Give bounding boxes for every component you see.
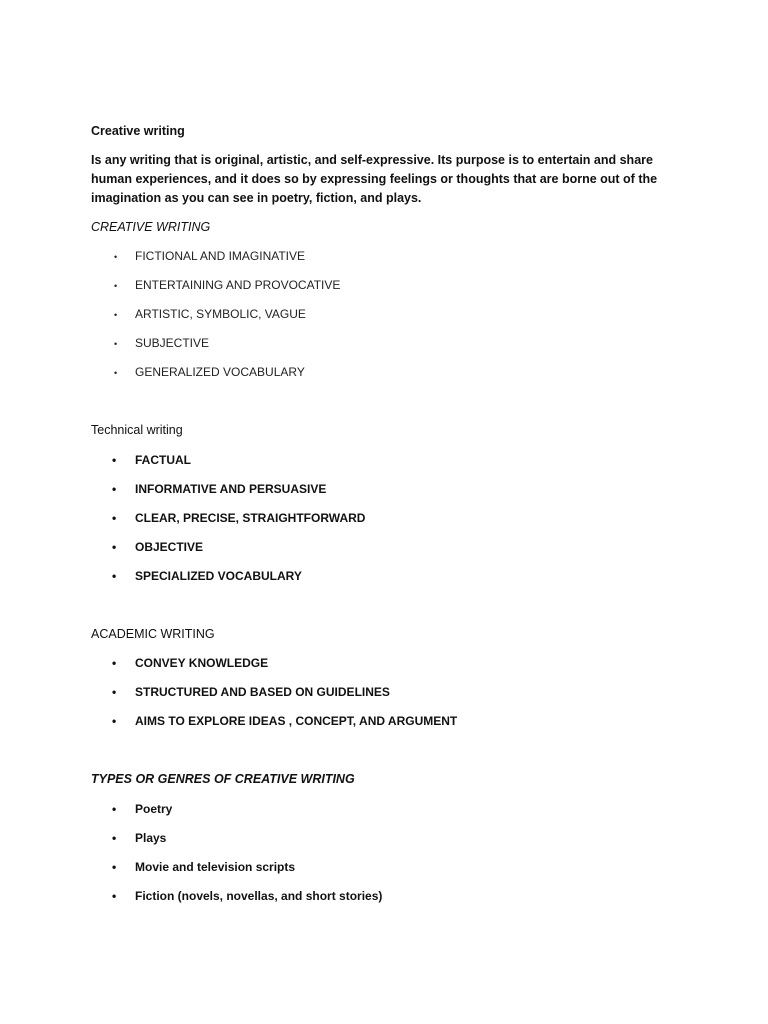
bullet: • [112,831,117,845]
list-item-text: CONVEY KNOWLEDGE [135,656,269,670]
list-item [108,654,268,672]
list-item [108,334,209,352]
bullet: • [112,889,117,903]
creative-writing-definition: Is any writing that is original, artistic, and self-expressive. Its purpose is to entertain and share human experiences, and it does so by expressing feelings or thoughts that are borne out of the imagination as you can see in poetry, fiction, and plays. [91,153,658,205]
list-item-text: Poetry [135,802,173,816]
list-item-text: FICTIONAL AND IMAGINATIVE [135,249,306,263]
bullet: • [114,252,118,262]
list-item [108,683,390,701]
creative-writing-heading: Creative writing [91,124,185,138]
list-item [108,509,365,527]
list-item-text: Fiction (novels, novellas, and short stories) [135,889,383,903]
list-item [108,363,305,381]
list-item [108,538,203,556]
bullet: • [112,714,117,728]
bullet: • [112,685,117,699]
list-item [108,829,166,847]
list-item-text: SUBJECTIVE [135,336,210,350]
bullet: • [112,656,117,670]
list-item [108,276,340,294]
bullet: • [114,310,118,320]
list-item [108,247,305,265]
list-item-text: Plays [135,831,167,845]
bullet: • [112,860,117,874]
list-item-text: SPECIALIZED VOCABULARY [135,569,302,583]
list-item [108,305,306,323]
list-item-text: INFORMATIVE AND PERSUASIVE [135,482,327,496]
list-item [108,800,172,818]
list-item [108,451,191,469]
bullet: • [112,802,117,816]
list-item-text: STRUCTURED AND BASED ON GUIDELINES [135,685,390,699]
academic-writing-heading: ACADEMIC WRITING [91,627,215,641]
bullet: • [112,511,117,525]
list-item-text: Movie and television scripts [135,860,296,874]
list-item-text: CLEAR, PRECISE, STRAIGHTFORWARD [135,511,366,525]
list-item [108,712,457,730]
technical-writing-heading: Technical writing [91,423,183,437]
bullet: • [112,569,117,583]
list-item-text: FACTUAL [135,453,191,467]
list-item [108,858,295,876]
list-item [108,567,302,585]
bullet: • [112,482,117,496]
genres-heading: TYPES OR GENRES OF CREATIVE WRITING [91,772,355,786]
list-item [108,480,326,498]
bullet: • [112,453,117,467]
creative-writing-subheading: CREATIVE WRITING [91,220,211,234]
bullet: • [114,368,118,378]
list-item-text: AIMS TO EXPLORE IDEAS , CONCEPT, AND ARGUMENT [135,714,458,728]
list-item-text: GENERALIZED VOCABULARY [135,365,305,379]
list-item-text: ENTERTAINING AND PROVOCATIVE [135,278,341,292]
list-item-text: OBJECTIVE [135,540,204,554]
list-item [108,887,382,905]
list-item-text: ARTISTIC, SYMBOLIC, VAGUE [135,307,306,321]
bullet: • [114,339,118,349]
bullet: • [114,281,118,291]
bullet: • [112,540,117,554]
